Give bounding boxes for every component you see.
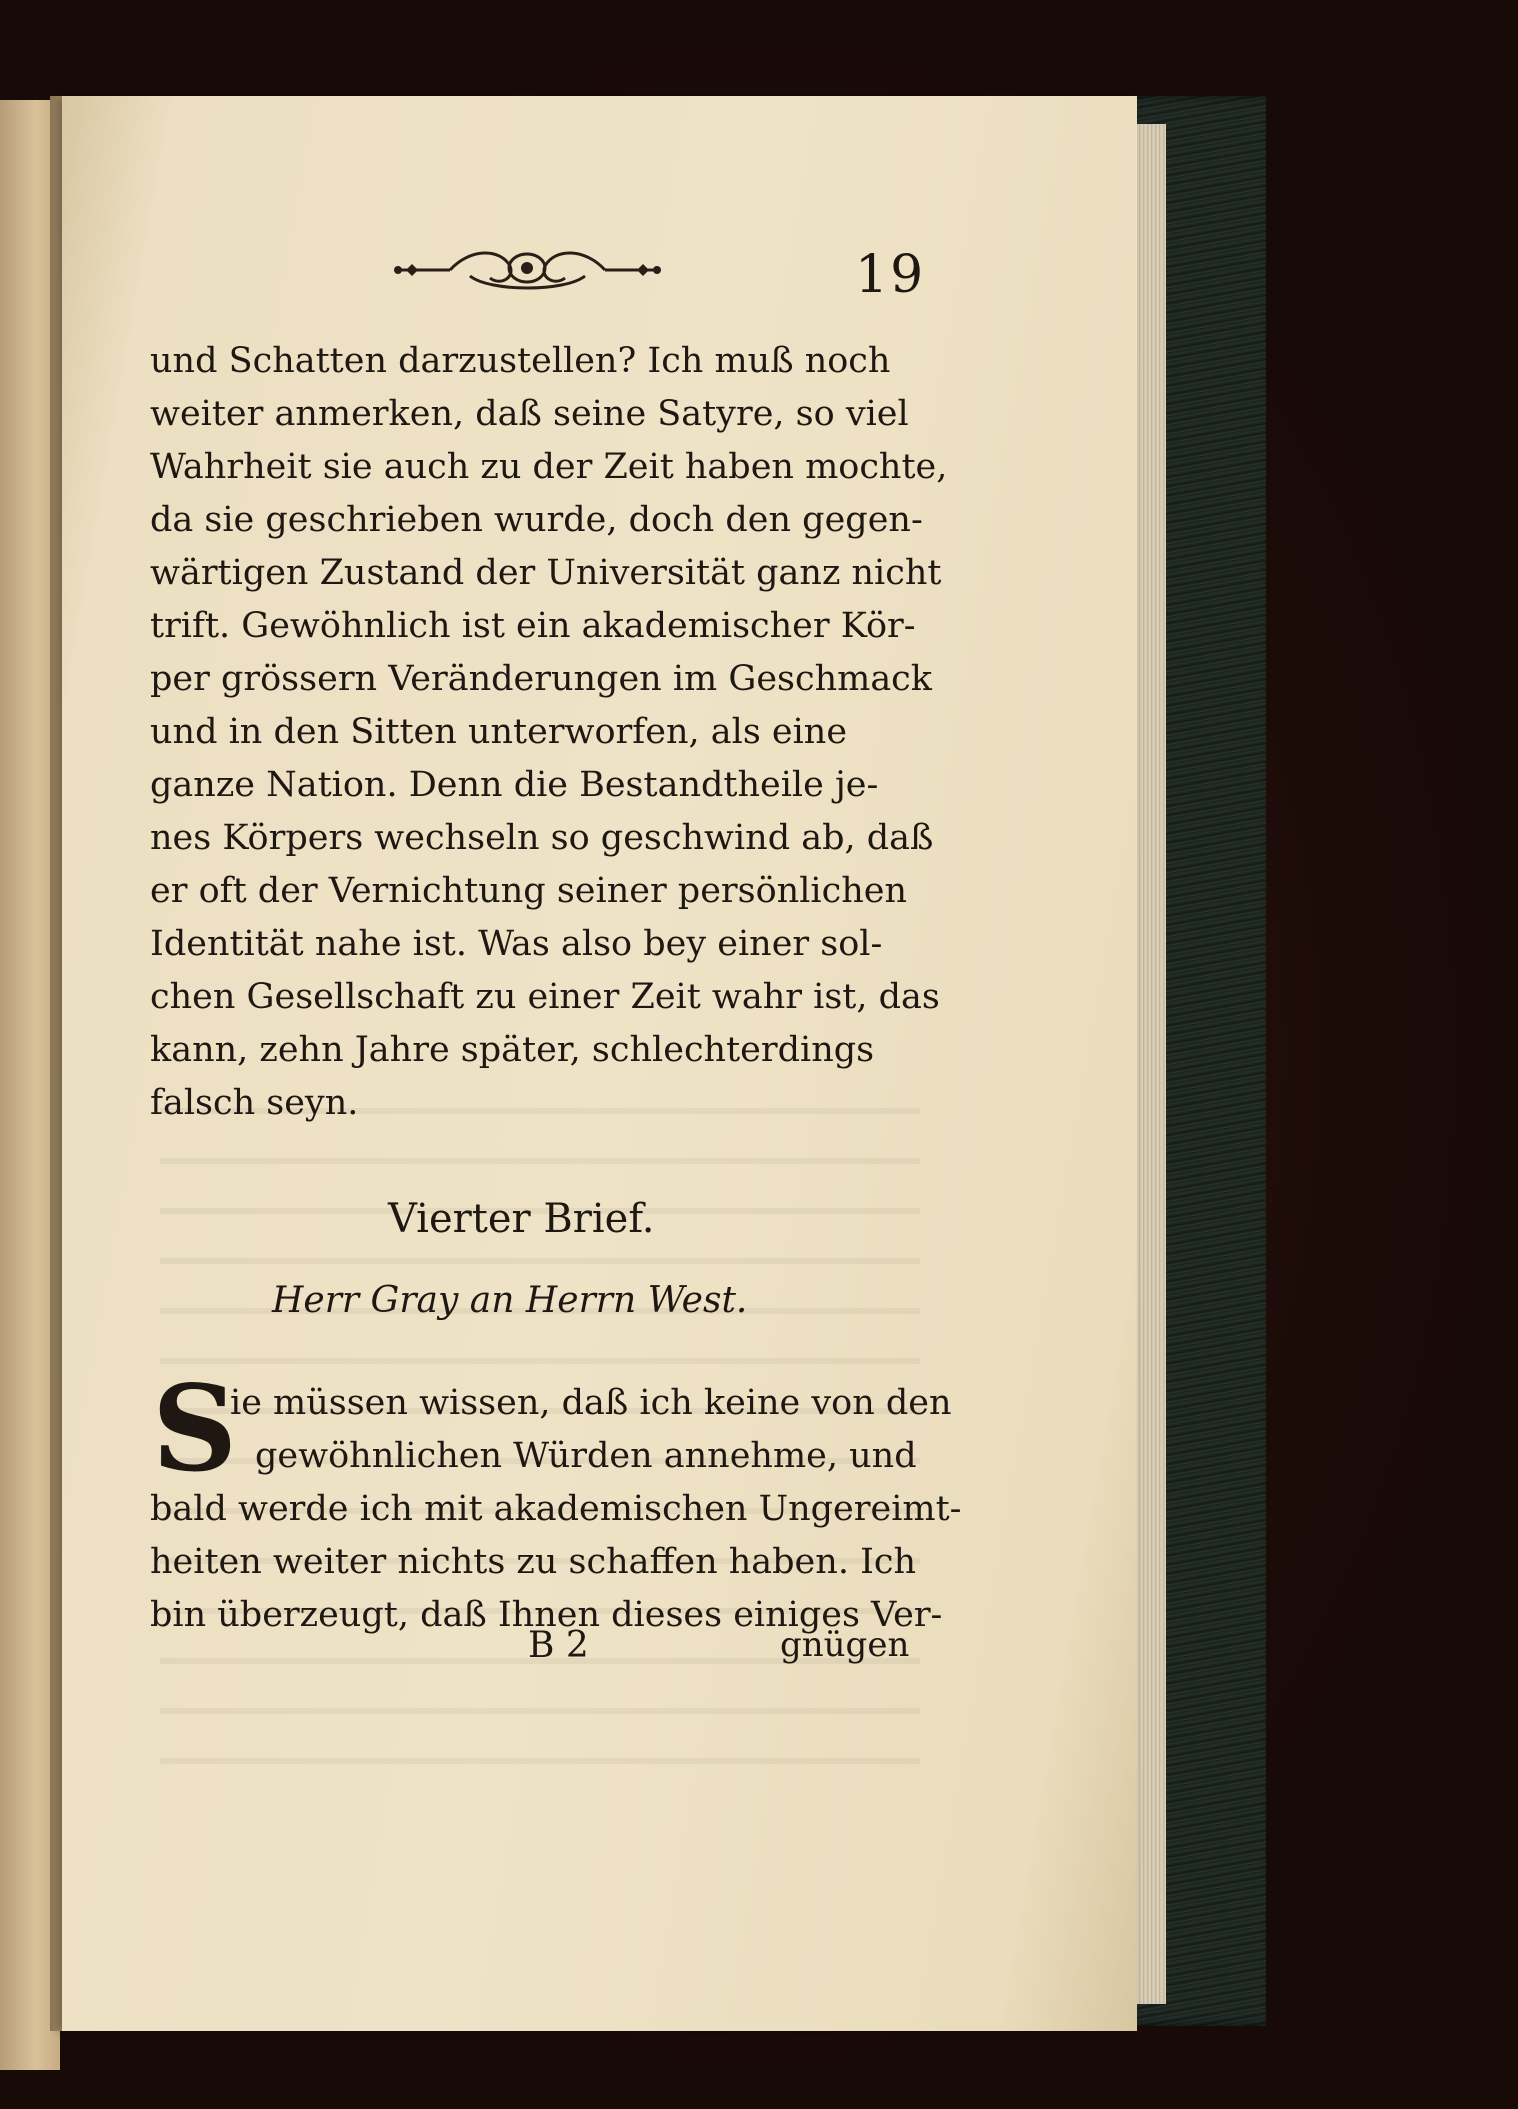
- drop-cap: S: [152, 1359, 238, 1498]
- text-line: wärtigen Zustand der Universität ganz nicht: [150, 553, 942, 593]
- text-line: Wahrheit sie auch zu der Zeit haben mochte,: [150, 447, 948, 487]
- text-line: heiten weiter nichts zu schaffen haben. Ich: [150, 1542, 917, 1582]
- text-line: er oft der Vernichtung seiner persönlichen: [150, 871, 908, 911]
- text-line: trift. Gewöhnlich ist ein akademischer Kör-: [150, 606, 916, 646]
- text-line: bald werde ich mit akademischen Ungereimt-: [150, 1489, 962, 1529]
- letter-heading: Vierter Brief.: [388, 1196, 655, 1242]
- signature-mark: B 2: [528, 1625, 589, 1666]
- header-ornament-icon: [390, 238, 665, 298]
- text-line: und in den Sitten unterworfen, als eine: [150, 712, 848, 752]
- text-line: da sie geschrieben wurde, doch den gegen-: [150, 500, 923, 540]
- text-line: ie müssen wissen, daß ich keine von den: [230, 1383, 952, 1423]
- text-line: und Schatten darzustellen? Ich muß noch: [150, 341, 891, 381]
- text-line: Identität nahe ist. Was also bey einer sol-: [150, 924, 883, 964]
- text-line: kann, zehn Jahre später, schlechterdings: [150, 1030, 875, 1070]
- page-number: 19: [855, 245, 926, 305]
- text-line: ganze Nation. Denn die Bestandtheile je-: [150, 765, 879, 805]
- letter-subheading: Herr Gray an Herrn West.: [272, 1280, 748, 1321]
- text-line: chen Gesellschaft zu einer Zeit wahr ist, das: [150, 977, 940, 1017]
- text-line: falsch seyn.: [150, 1083, 359, 1123]
- text-line: gewöhnlichen Würden annehme, und: [255, 1436, 917, 1476]
- bleed-through-texture: [160, 1080, 920, 1780]
- text-line: nes Körpers wechseln so geschwind ab, daß: [150, 818, 934, 858]
- text-line: weiter anmerken, daß seine Satyre, so viel: [150, 394, 909, 434]
- catchword: gnügen: [780, 1625, 910, 1665]
- text-line: bin überzeugt, daß Ihnen dieses einiges Ver-: [150, 1595, 943, 1635]
- text-line: per grössern Veränderungen im Geschmack: [150, 659, 932, 699]
